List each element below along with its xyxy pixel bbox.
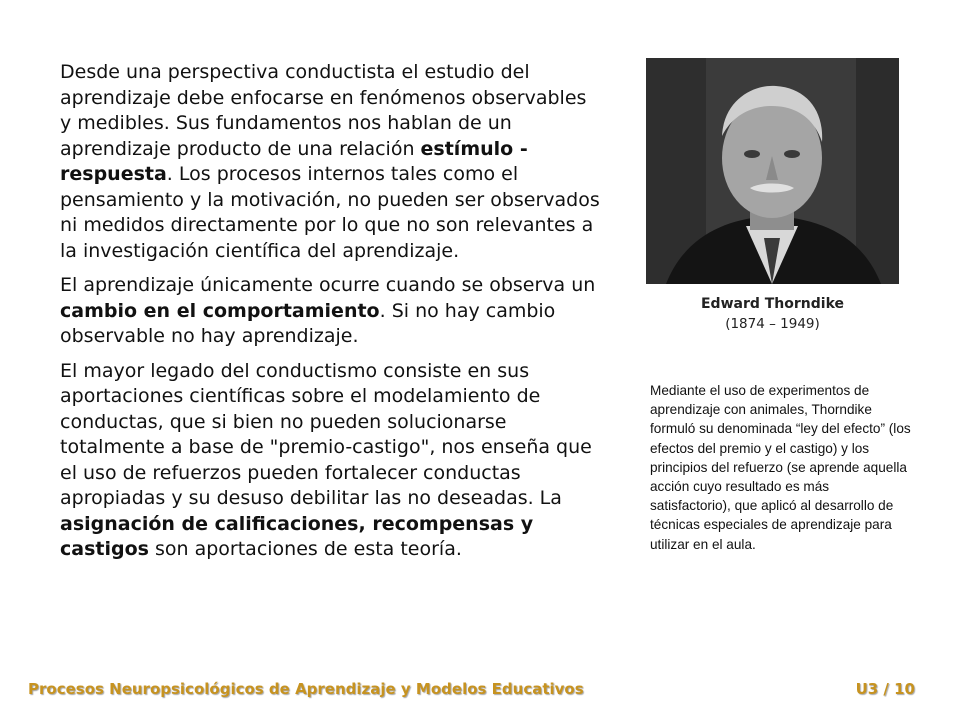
paragraph-3-text-a: El mayor legado del conductismo consiste en sus aportaciones científicas sobre el modelamiento de conductas, que si bien no pueden solucionarse totalmente a base de "premio-castigo", nos enseña que el uso de refuerzos pueden fortalecer conductas apropiadas y su desuso debilitar las no deseadas. La [60, 359, 592, 509]
paragraph-3-bold: asignación de calificaciones, recompensas y castigos [60, 512, 534, 560]
caption-dates: (1874 – 1949) [725, 316, 820, 332]
paragraph-1 [60, 60, 600, 264]
paragraph-1-bold: estímulo - respuesta [60, 137, 528, 185]
footer-title: Procesos Neuropsicológicos de Aprendizaje y Modelos Educativos [28, 680, 584, 698]
page-indicator: U3 / 10 [855, 680, 915, 698]
paragraph-1-text-a: Desde una perspectiva conductista el estudio del aprendizaje debe enfocarse en fenómenos observables y medibles. Sus fundamentos nos hablan de un aprendizaje producto de una relación [60, 61, 587, 160]
portrait-photo [646, 58, 899, 284]
paragraph-3 [60, 359, 600, 563]
paragraph-3-text-b: son aportaciones de esta teoría. [148, 538, 462, 560]
sidebar-description: Mediante el uso de experimentos de aprendizaje con animales, Thorndike formuló su denominada “ley del efecto” (los efectos del premio y el castigo) y los principios del refuerzo (se aprende aquella acción cuyo resultado es más satisfactorio), que aplicó al desarrollo de técnicas especiales de aprendizaje para utilizar en el aula. [650, 383, 911, 552]
main-text-block [60, 60, 600, 572]
caption-name: Edward Thorndike [700, 296, 845, 312]
paragraph-2-text-b: . Si no hay cambio observable no hay aprendizaje. [60, 299, 556, 347]
portrait-illustration [646, 58, 899, 284]
paragraph-2-bold: cambio en el comportamiento [60, 299, 380, 322]
paragraph-2 [60, 273, 600, 350]
paragraph-2-text-a: El aprendizaje únicamente ocurre cuando se observa un [60, 274, 596, 296]
paragraph-1-text-b: . Los procesos internos tales como el pensamiento y la motivación, no pueden ser observados ni medidos directamente por lo que no son relevantes a la investigación científica del aprendizaje. [60, 163, 600, 262]
